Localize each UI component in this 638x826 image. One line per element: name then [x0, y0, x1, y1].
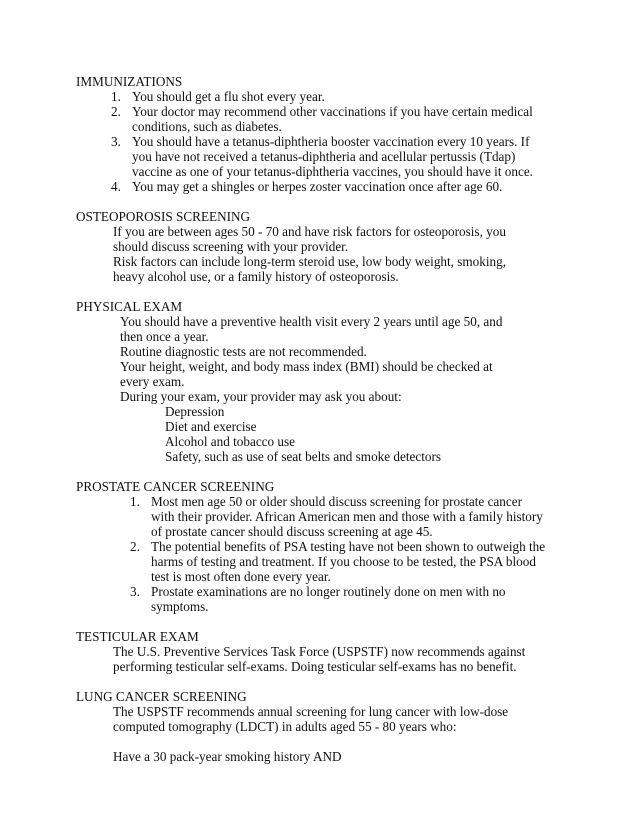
physical-exam-paragraph: You should have a preventive health visit every 2 years until age 50, and then once a year. — [120, 314, 503, 344]
lung-section — [0, 689, 638, 764]
osteoporosis-paragraph: If you are between ages 50 - 70 and have risk factors for osteoporosis, you should discuss screening with your provider. — [113, 224, 506, 254]
exam-topic: Diet and exercise — [165, 419, 257, 434]
lung-criterion: Have a 30 pack-year smoking history AND — [113, 749, 342, 764]
immunizations-heading: IMMUNIZATIONS — [76, 74, 183, 89]
testicular-heading: TESTICULAR EXAM — [76, 629, 199, 644]
list-item: 2. Your doctor may recommend other vaccinations if you have certain medical conditions, such as diabetes. — [111, 104, 533, 134]
document-page — [0, 74, 638, 779]
prostate-section — [0, 479, 638, 614]
immunizations-list — [0, 89, 638, 194]
physical-exam-paragraph: Routine diagnostic tests are not recommended. — [120, 344, 367, 359]
list-item: 3. Prostate examinations are no longer routinely done on men with no symptoms. — [130, 584, 506, 614]
lung-heading: LUNG CANCER SCREENING — [76, 689, 247, 704]
physical-exam-paragraph: Your height, weight, and body mass index (BMI) should be checked at every exam. — [120, 359, 493, 389]
osteoporosis-risk-paragraph: Risk factors can include long-term steroid use, low body weight, smoking, heavy alcohol use, or a family history of osteoporosis. — [113, 254, 506, 284]
exam-topic: Alcohol and tobacco use — [165, 434, 296, 449]
list-item: 1. You should get a flu shot every year. — [111, 89, 325, 104]
list-item: 1. Most men age 50 or older should discuss screening for prostate cancer with their provider. African American men and those with a family history of prostate cancer should discuss screening at age 45. — [130, 494, 543, 539]
list-item: 4. You may get a shingles or herpes zoster vaccination once after age 60. — [111, 179, 503, 194]
testicular-paragraph: The U.S. Preventive Services Task Force (USPSTF) now recommends against performing testicular self-exams. Doing testicular self-exams has no benefit. — [113, 644, 526, 674]
osteoporosis-section — [0, 209, 638, 284]
physical-exam-section — [0, 299, 638, 464]
physical-exam-paragraph: During your exam, your provider may ask you about: — [120, 389, 402, 404]
list-item: 3. You should have a tetanus-diphtheria booster vaccination every 10 years. If you have not received a tetanus-diphtheria and acellular pertussis (Tdap) vaccine as one of your tetanus-diphtheria vaccines, you should have it once. — [111, 134, 533, 179]
exam-topic: Safety, such as use of seat belts and smoke detectors — [165, 449, 442, 464]
immunizations-section — [0, 74, 638, 194]
osteoporosis-heading: OSTEOPOROSIS SCREENING — [76, 209, 251, 224]
physical-exam-heading: PHYSICAL EXAM — [76, 299, 183, 314]
prostate-heading: PROSTATE CANCER SCREENING — [76, 479, 275, 494]
testicular-section — [0, 629, 638, 674]
list-item: 2. The potential benefits of PSA testing have not been shown to outweigh the harms of testing and treatment. If you choose to be tested, the PSA blood test is most often done every year. — [130, 539, 546, 584]
lung-paragraph: The USPSTF recommends annual screening for lung cancer with low-dose computed tomography (LDCT) in adults aged 55 - 80 years who: — [113, 704, 509, 734]
exam-topic: Depression — [165, 404, 225, 419]
prostate-list — [0, 494, 638, 614]
